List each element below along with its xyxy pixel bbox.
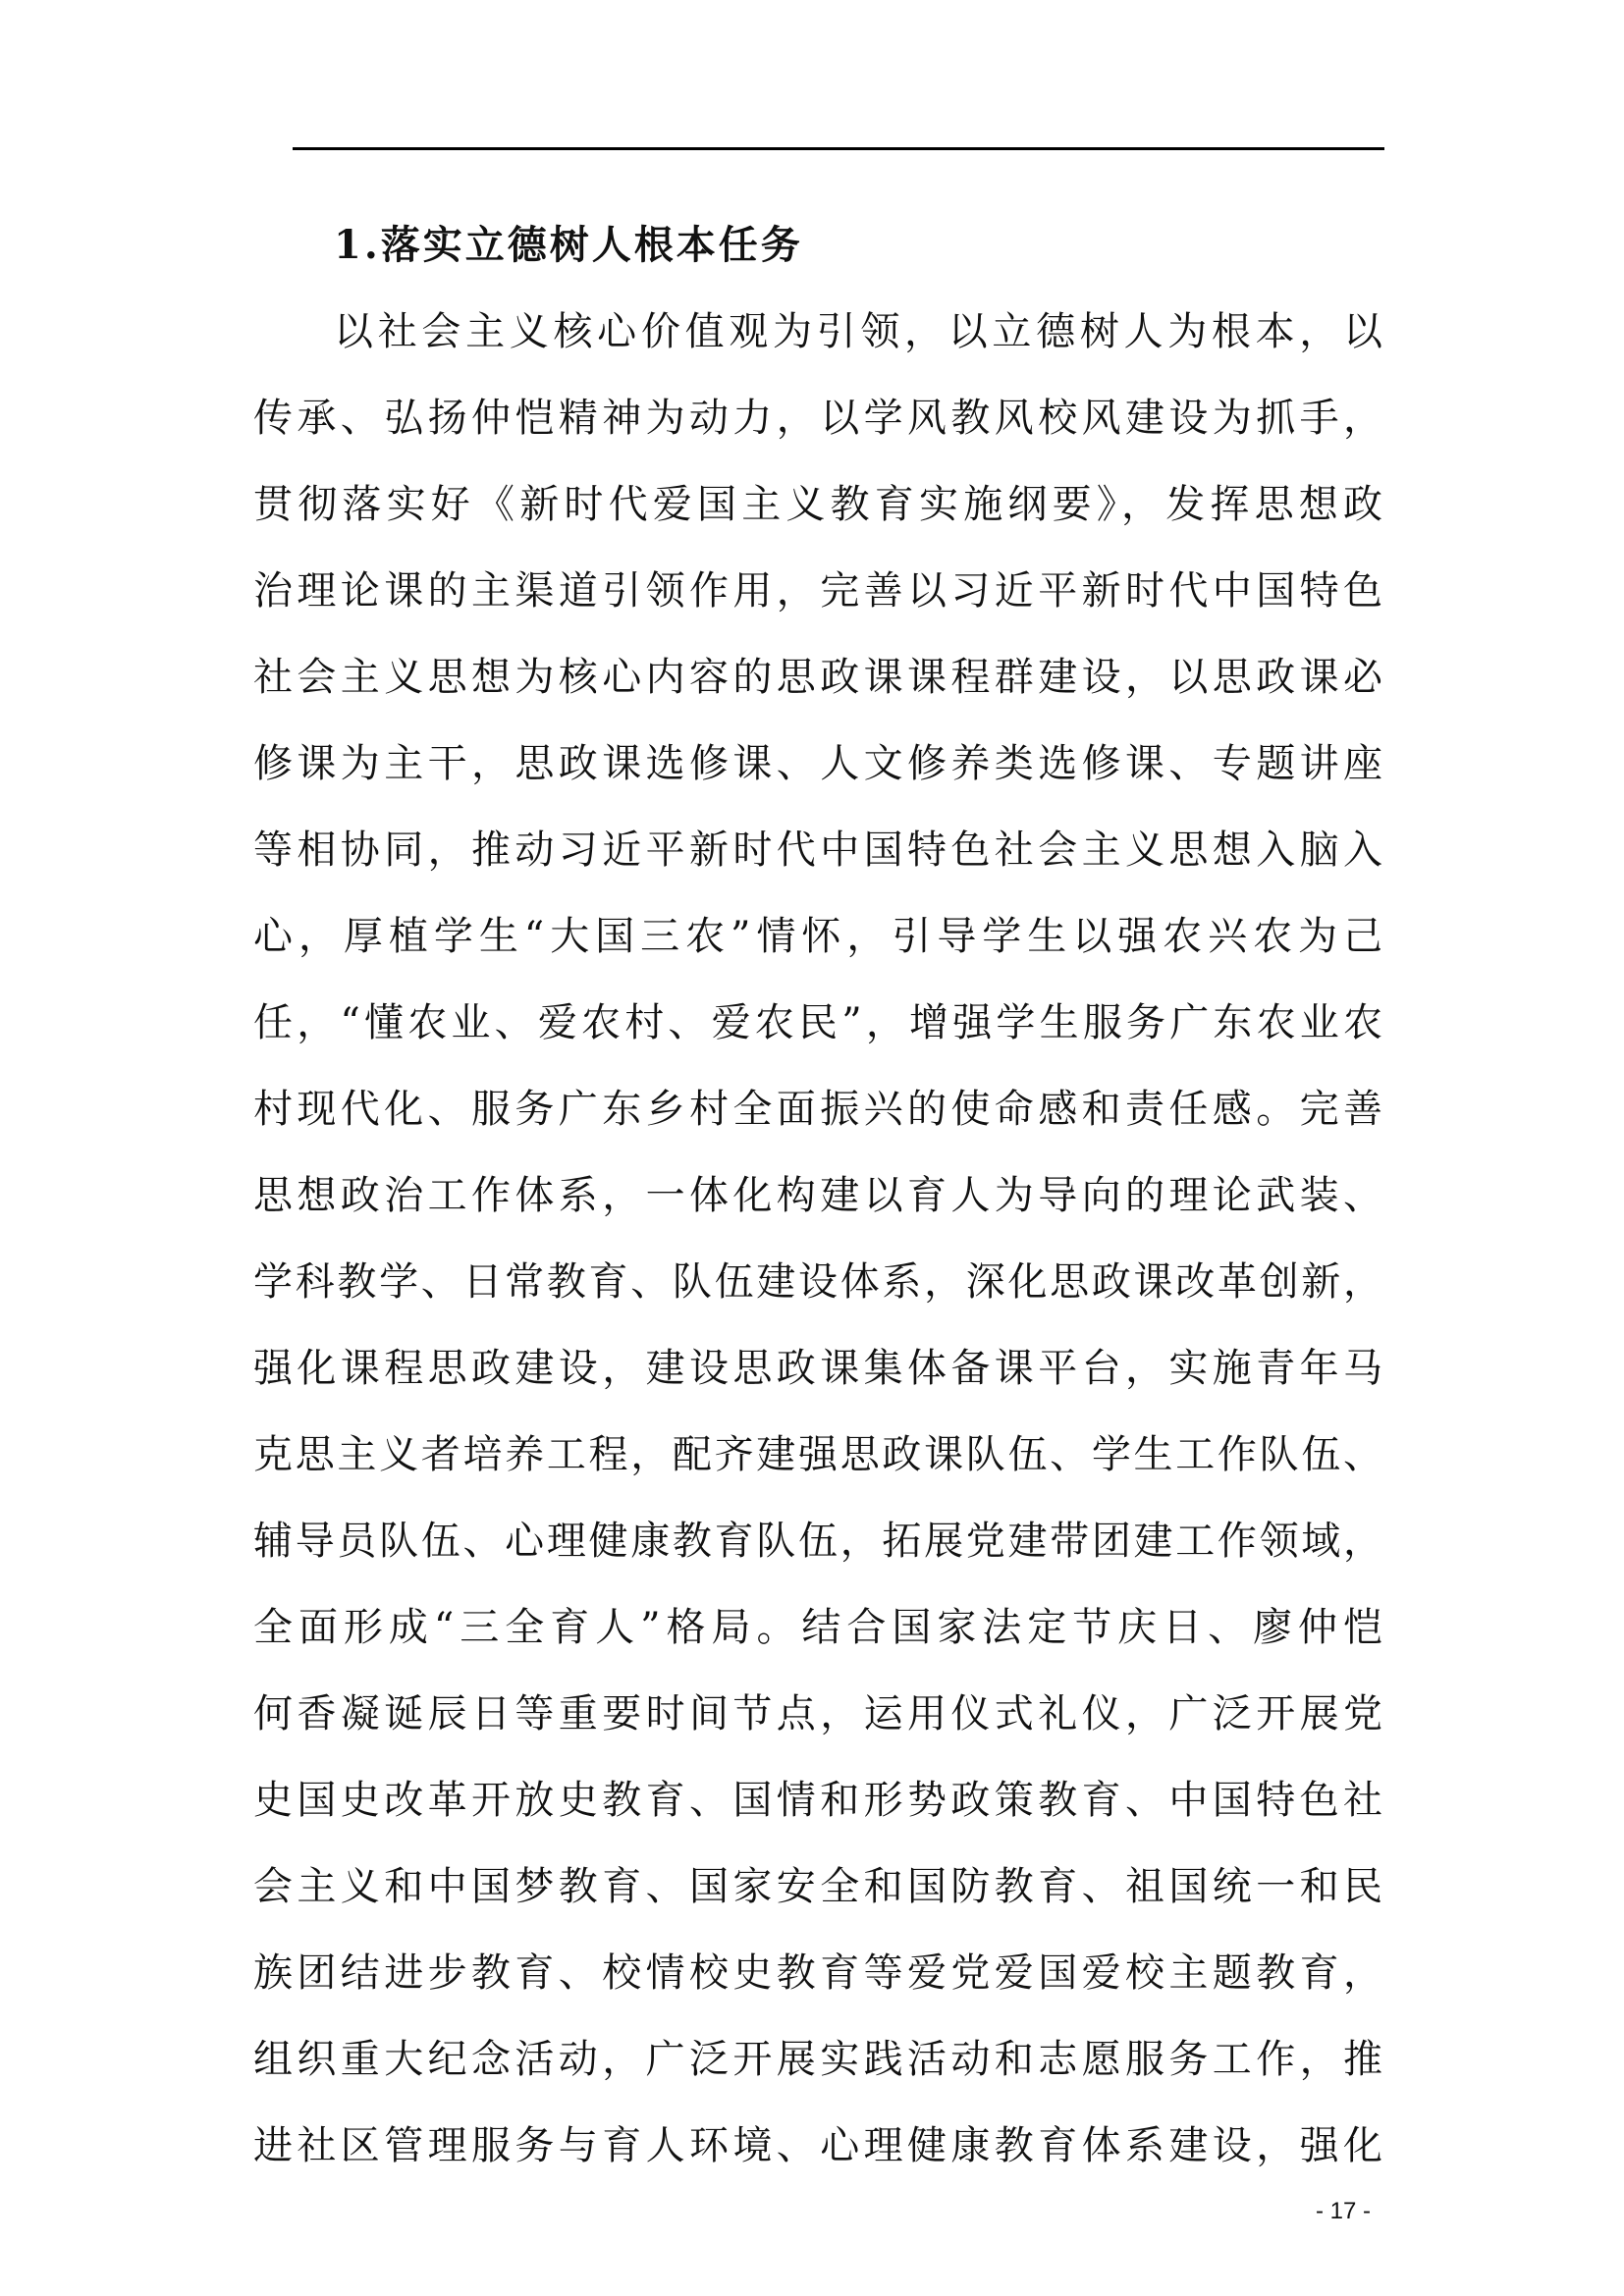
paragraph-line: 强化课程思政建设，建设思政课集体备课平台，实施青年马 [253, 1346, 1382, 1391]
paragraph-line: 进社区管理服务与育人环境、心理健康教育体系建设，强化 [253, 2123, 1382, 2168]
paragraph-line: 任，“懂农业、爱农村、爱农民”，增强学生服务广东农业农 [253, 1000, 1382, 1045]
paragraph-line: 会主义和中国梦教育、国家安全和国防教育、祖国统一和民 [253, 1864, 1382, 1909]
paragraph-line: 社会主义思想为核心内容的思政课课程群建设，以思政课必 [253, 655, 1382, 700]
paragraph-line: 等相协同，推动习近平新时代中国特色社会主义思想入脑入 [253, 828, 1382, 873]
page-number: - 17 - [1316, 2198, 1372, 2224]
paragraph-line: 修课为主干，思政课选修课、人文修养类选修课、专题讲座 [253, 741, 1382, 786]
paragraph-line: 村现代化、服务广东乡村全面振兴的使命感和责任感。完善 [253, 1087, 1382, 1132]
paragraph-line: 治理论课的主渠道引领作用，完善以习近平新时代中国特色 [253, 568, 1382, 614]
paragraph-line: 何香凝诞辰日等重要时间节点，运用仪式礼仪，广泛开展党 [253, 1691, 1382, 1736]
header-rule [293, 147, 1384, 150]
paragraph-line: 组织重大纪念活动，广泛开展实践活动和志愿服务工作，推 [253, 2037, 1382, 2082]
paragraph-line: 思想政治工作体系，一体化构建以育人为导向的理论武装、 [253, 1173, 1382, 1218]
paragraph-line: 传承、弘扬仲恺精神为动力，以学风教风校风建设为抓手， [253, 396, 1382, 441]
section-heading: 1.落实立德树人根本任务 [334, 222, 803, 268]
paragraph-line: 全面形成“三全育人”格局。结合国家法定节庆日、廖仲恺 [253, 1605, 1382, 1650]
paragraph-line: 学科教学、日常教育、队伍建设体系，深化思政课改革创新， [253, 1259, 1382, 1305]
paragraph-line: 辅导员队伍、心理健康教育队伍，拓展党建带团建工作领域， [253, 1519, 1382, 1564]
paragraph-line: 史国史改革开放史教育、国情和形势政策教育、中国特色社 [253, 1778, 1382, 1823]
paragraph-line: 心，厚植学生“大国三农”情怀，引导学生以强农兴农为己 [253, 914, 1382, 959]
paragraph-line: 族团结进步教育、校情校史教育等爱党爱国爱校主题教育， [253, 1950, 1382, 1996]
paragraph-line: 克思主义者培养工程，配齐建强思政课队伍、学生工作队伍、 [253, 1432, 1382, 1477]
paragraph-line: 以社会主义核心价值观为引领，以立德树人为根本，以 [334, 309, 1382, 354]
paragraph-line: 贯彻落实好《新时代爱国主义教育实施纲要》，发挥思想政 [253, 482, 1382, 527]
